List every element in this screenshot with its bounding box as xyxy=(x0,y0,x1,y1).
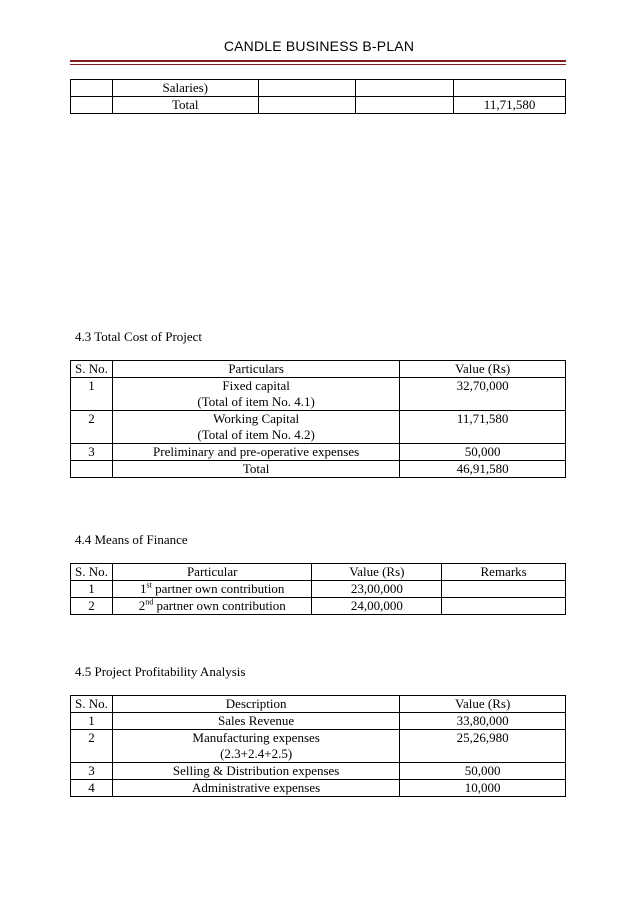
section-title: 4.5 Project Profitability Analysis xyxy=(75,664,246,679)
table-row: 3 Selling & Distribution expenses 50,000 xyxy=(71,763,566,780)
table-row: 3 Preliminary and pre-operative expenses 50,000 xyxy=(71,444,566,461)
header-particular: Particular xyxy=(112,564,312,581)
header-sno: S. No. xyxy=(71,696,113,713)
row-label: Total xyxy=(112,97,258,114)
header-remarks: Remarks xyxy=(442,564,566,581)
table-row xyxy=(71,97,566,114)
table-header-row xyxy=(71,361,566,378)
table-row: 2 Manufacturing expenses (2.3+2.4+2.5) 25,26,980 xyxy=(71,730,566,763)
table-row xyxy=(71,80,566,97)
table-header-row xyxy=(71,564,566,581)
table-row: 2 2nd partner own contribution 24,00,000 xyxy=(71,598,566,615)
table-header-row xyxy=(71,696,566,713)
header-sno: S. No. xyxy=(71,564,113,581)
table-row: 2 Working Capital (Total of item No. 4.2) 11,71,580 xyxy=(71,411,566,444)
header-value: Value (Rs) xyxy=(400,696,566,713)
header-value: Value (Rs) xyxy=(400,361,566,378)
header-description: Description xyxy=(112,696,399,713)
total-cost-table xyxy=(70,360,566,478)
row-value: 11,71,580 xyxy=(454,97,566,114)
table-row: 4 Administrative expenses 10,000 xyxy=(71,780,566,797)
table-row: 1 1st partner own contribution 23,00,000 xyxy=(71,581,566,598)
header-particulars: Particulars xyxy=(112,361,399,378)
means-of-finance-table xyxy=(70,563,566,615)
table-row: 1 Fixed capital (Total of item No. 4.1) 32,70,000 xyxy=(71,378,566,411)
table-row: 1 Sales Revenue 33,80,000 xyxy=(71,713,566,730)
header-rule-thin xyxy=(70,64,566,65)
header-rule xyxy=(70,60,566,62)
profitability-table xyxy=(70,695,566,797)
section-title: 4.4 Means of Finance xyxy=(75,532,188,547)
row-label: Salaries) xyxy=(112,80,258,97)
table-total-row: Total 46,91,580 xyxy=(71,461,566,478)
section-title: 4.3 Total Cost of Project xyxy=(75,329,203,344)
page-header: CANDLE BUSINESS B-PLAN xyxy=(223,38,415,54)
header-sno: S. No. xyxy=(71,361,113,378)
top-table xyxy=(70,79,566,114)
header-value: Value (Rs) xyxy=(312,564,442,581)
